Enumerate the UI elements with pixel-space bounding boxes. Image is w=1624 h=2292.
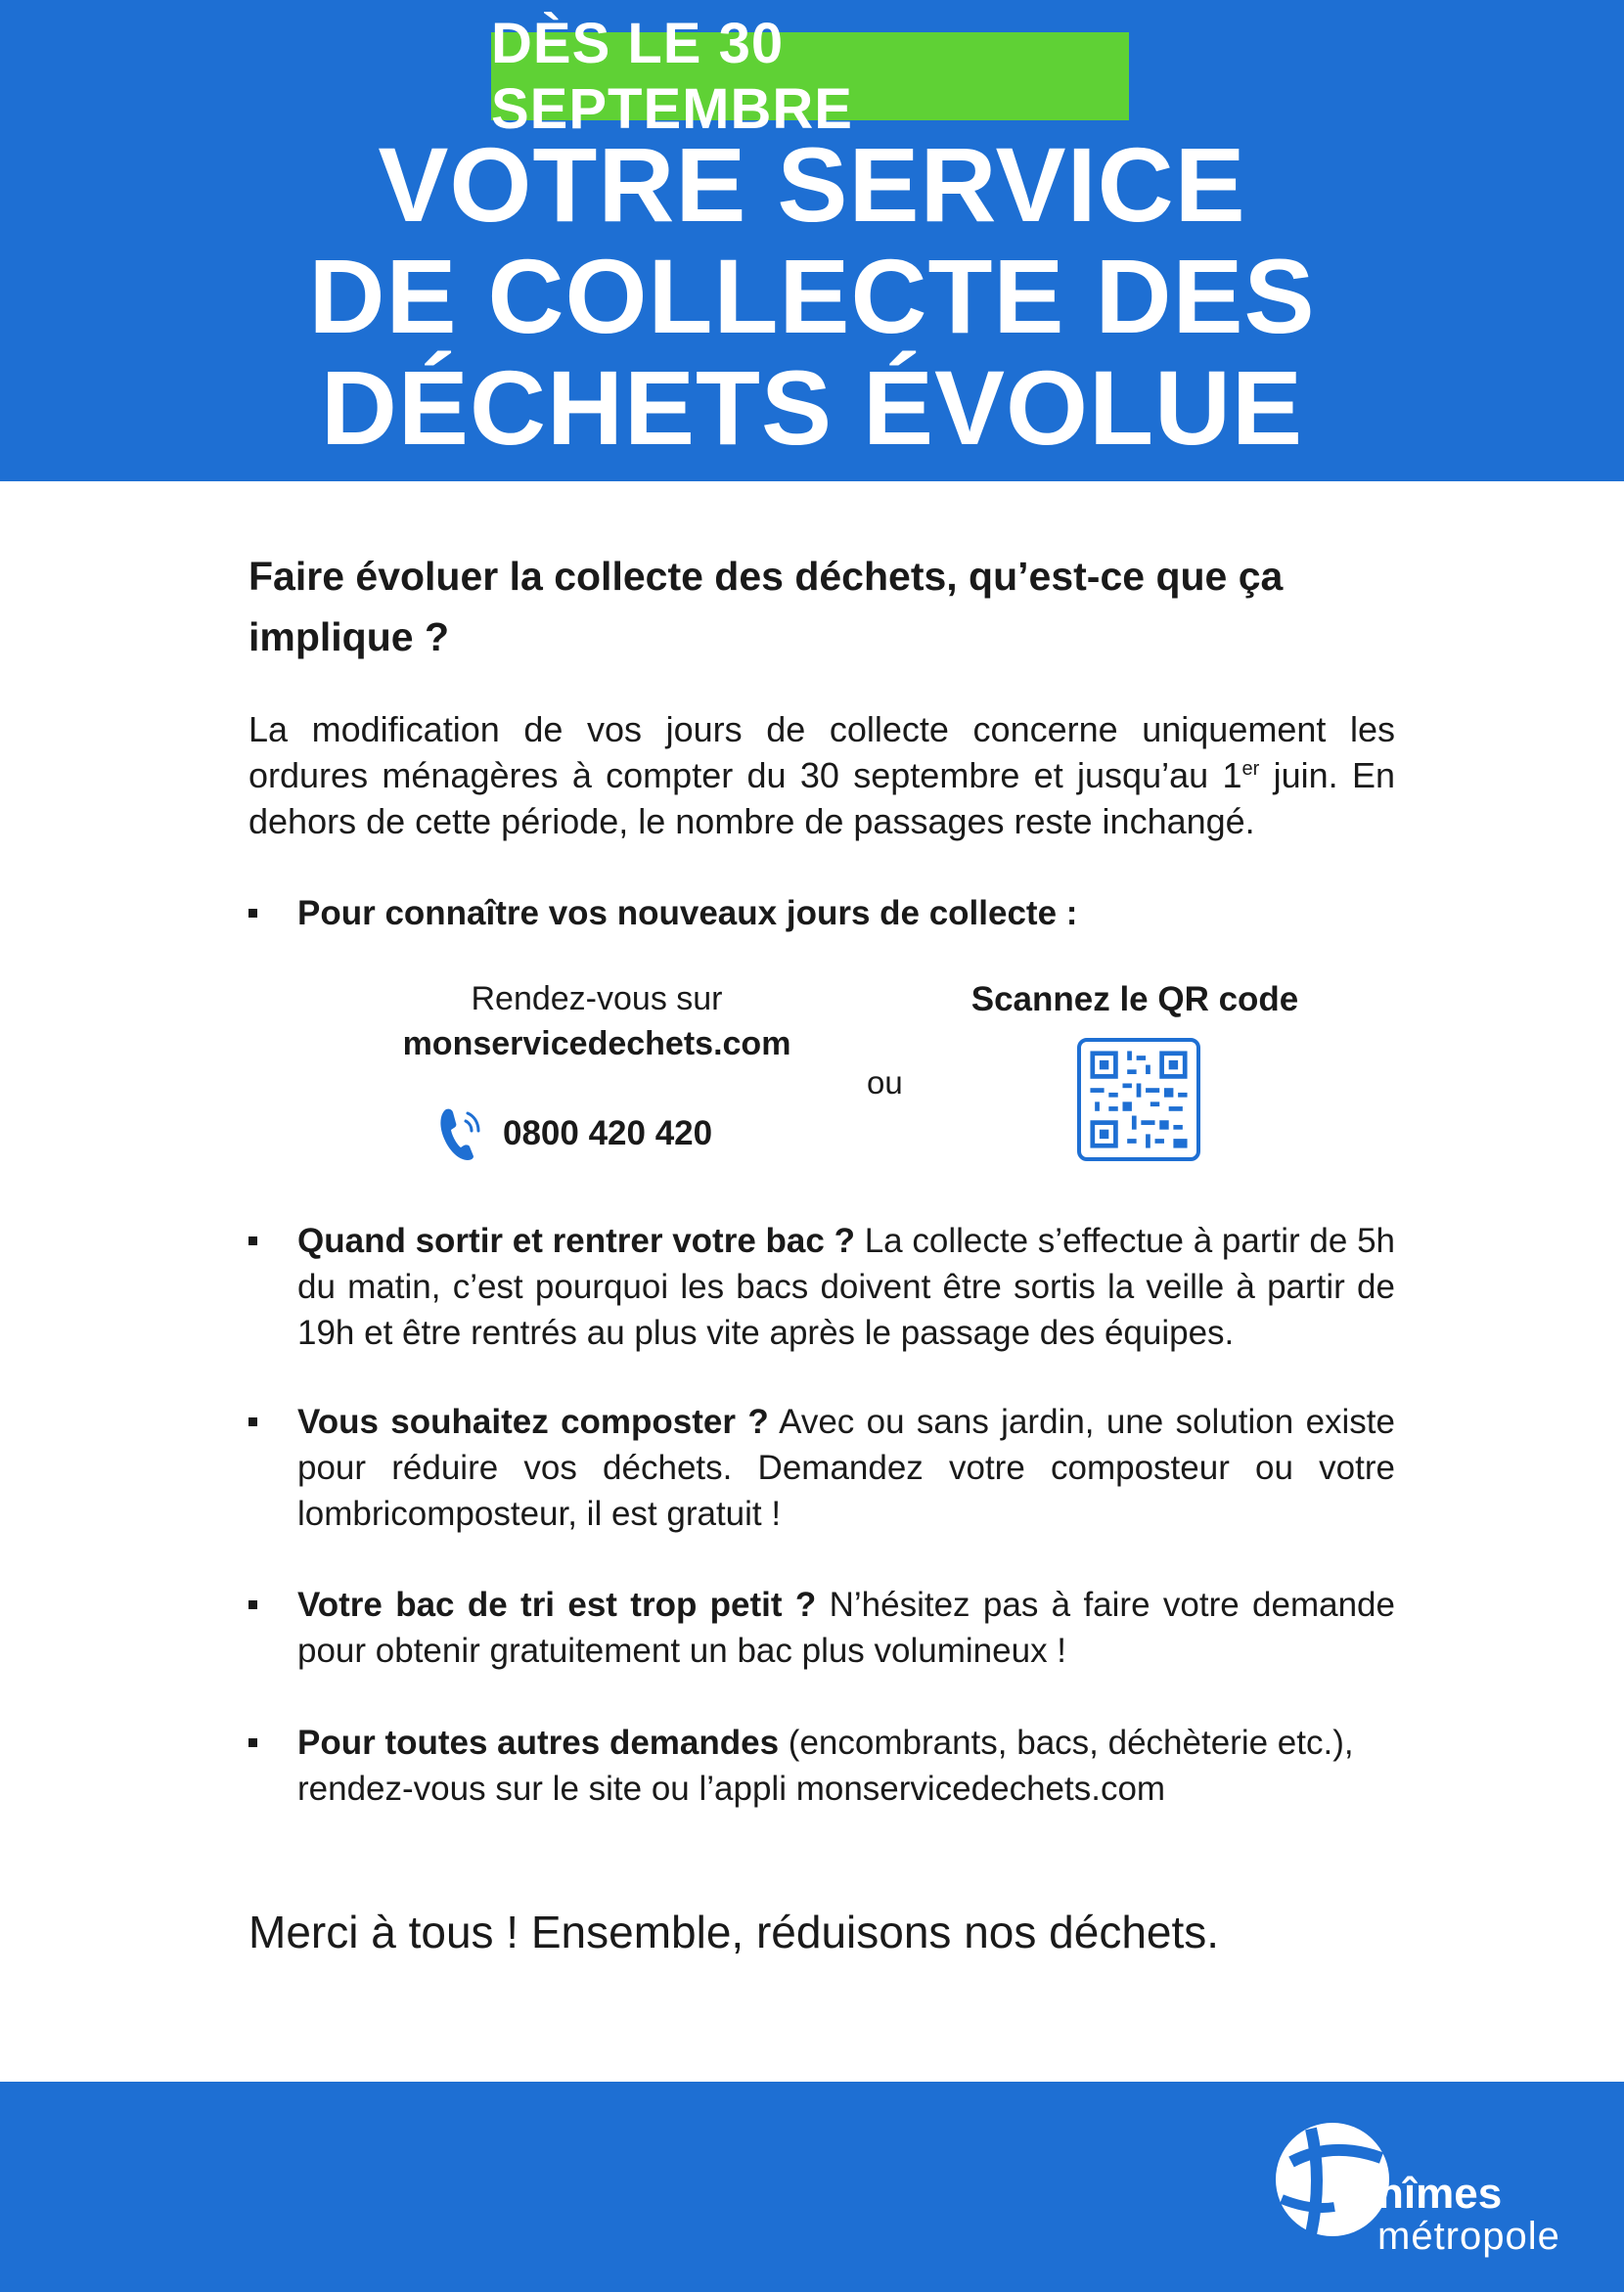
title-line-1: VOTRE SERVICE xyxy=(378,125,1246,244)
bullet-marker xyxy=(248,1417,257,1426)
title-line-3: DÉCHETS ÉVOLUE xyxy=(320,348,1304,467)
bullet-marker xyxy=(248,1236,257,1245)
qr-code-icon xyxy=(1081,1042,1196,1157)
bullet-sort-bin-body: N’hésitez pas à faire votre demande pour obtenir gratuitement un bac plus volumineux ! xyxy=(297,1586,1395,1670)
bullet-bin-times-text xyxy=(297,1218,1395,1356)
bullet-marker xyxy=(248,909,257,918)
bullet-find-days-text: Pour connaître vos nouveaux jours de collecte : xyxy=(297,894,1078,932)
phone-number: 0800 420 420 xyxy=(503,1114,713,1152)
bullet-compost-text xyxy=(297,1399,1395,1537)
bullet-other-requests-body: (encombrants, bacs, déchèterie etc.), rendez-vous sur le site ou l’appli monservicedechets.com xyxy=(297,1724,1354,1808)
or-separator: ou xyxy=(867,1064,903,1101)
bullet-sort-bin-text xyxy=(297,1582,1395,1674)
bullet-compost-body: Avec ou sans jardin, une solution existe pour réduire vos déchets. Demandez votre composteur ou votre lombricomposteur, il est gratuit ! xyxy=(297,1403,1395,1533)
website-block xyxy=(372,976,822,1066)
date-badge: DÈS LE 30 SEPTEMBRE xyxy=(491,32,1129,120)
closing-message: Merci à tous ! Ensemble, réduisons nos déchets. xyxy=(248,1907,1220,1957)
intro-text-1: La modification de vos jours de collecte concerne uniquement les ordures ménagères à compter du 30 septembre et jusqu’au 1 xyxy=(248,709,1395,795)
qr-label: Scannez le QR code xyxy=(970,980,1299,1018)
bullet-other-requests-heading: Pour toutes autres demandes xyxy=(297,1724,780,1762)
phone-icon xyxy=(436,1103,483,1164)
website-link[interactable]: monservicedechets.com xyxy=(402,1025,791,1062)
bullet-marker xyxy=(248,1738,257,1747)
intro-superscript: er xyxy=(1241,758,1260,780)
bullet-other-requests xyxy=(248,1720,1395,1812)
intro-paragraph xyxy=(248,706,1395,844)
bullet-marker xyxy=(248,1600,257,1609)
logo-subtitle: métropole xyxy=(1377,2215,1560,2258)
bullet-compost xyxy=(248,1399,1395,1537)
intro-text-2: juin. En dehors de cette période, le nombre de passages reste inchangé. xyxy=(248,755,1396,841)
bullet-find-days xyxy=(248,890,1395,936)
logo-name: nîmes xyxy=(1377,2170,1503,2218)
bullet-compost-heading: Vous souhaitez composter ? xyxy=(297,1403,769,1441)
bullet-bin-times xyxy=(248,1218,1395,1356)
page-title xyxy=(0,125,1624,467)
rdv-label: Rendez-vous sur xyxy=(471,980,723,1017)
bullet-bin-times-heading: Quand sortir et rentrer votre bac ? xyxy=(297,1222,855,1260)
bullet-other-requests-text xyxy=(297,1720,1395,1812)
section-question: Faire évoluer la collecte des déchets, qu’est-ce que ça implique ? xyxy=(248,554,1284,659)
qr-code[interactable] xyxy=(1077,1038,1200,1161)
bullet-bin-times-body: La collecte s’effectue à partir de 5h du matin, c’est pourquoi les bacs doivent être sortis la veille à partir de 19h et être rentrés au plus vite après le passage des équipes. xyxy=(297,1222,1395,1352)
phone-block[interactable] xyxy=(436,1103,712,1164)
bullet-sort-bin-heading: Votre bac de tri est trop petit ? xyxy=(297,1586,817,1624)
title-line-2: DE COLLECTE DES xyxy=(308,237,1316,355)
bullet-sort-bin xyxy=(248,1582,1395,1674)
